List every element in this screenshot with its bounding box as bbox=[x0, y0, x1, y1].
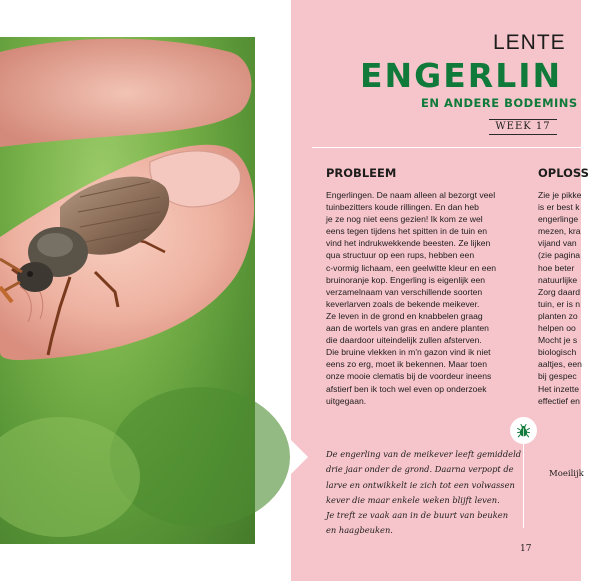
quote-line: De engerling van de meikever leeft gemiddeld bbox=[326, 449, 522, 459]
quote-line: larve en ontwikkelt ie zich tot een volwassen bbox=[326, 479, 515, 490]
page-title: ENGERLIN bbox=[360, 56, 563, 95]
solution-heading: OPLOSS bbox=[538, 166, 589, 180]
beetle-on-finger-illustration bbox=[0, 37, 255, 544]
problem-line: Engerlingen. De naam alleen al bezorgt veel bbox=[326, 190, 496, 200]
solution-line: vijand van bbox=[538, 238, 577, 249]
solution-line: biologisch bbox=[538, 347, 577, 358]
solution-line: tuin, er is n bbox=[538, 298, 581, 309]
solution-line: Zie je pikke bbox=[538, 190, 582, 200]
solution-line: planten zo bbox=[538, 310, 578, 321]
solution-line: aaltjes, een bbox=[538, 359, 582, 370]
season-label: LENTE bbox=[493, 31, 566, 54]
problem-line: keverlarven zoals de bekende meikever. bbox=[326, 298, 480, 309]
beetle-photo bbox=[0, 37, 255, 544]
solution-line: natuurlijke bbox=[538, 274, 578, 285]
fact-quote bbox=[326, 447, 521, 539]
problem-line: bruinoranje kop. Engerling is eigenlijk een bbox=[326, 274, 486, 285]
week-badge: WEEK 17 bbox=[489, 119, 557, 135]
quote-line: kever die maar enkele weken blijft leven. bbox=[326, 494, 500, 505]
solution-line: mezen, kra bbox=[538, 226, 581, 237]
solution-line: effectief en bbox=[538, 395, 580, 406]
quote-line: drie jaar onder de grond. Daarna verpopt de bbox=[326, 464, 514, 475]
page-number: 17 bbox=[520, 544, 532, 554]
problem-line: qua structuur op een rups, hebben een bbox=[326, 250, 475, 261]
problem-line: eens tegen tijdens het spitten in de tuin en bbox=[326, 226, 488, 237]
problem-line: uitgegaan. bbox=[326, 395, 367, 406]
solution-line: Het inzette bbox=[538, 383, 580, 394]
beetle-icon bbox=[515, 422, 532, 439]
problem-line: eens zo erg, moet ik bekennen. Maar toen bbox=[326, 359, 487, 370]
problem-heading: PROBLEEM bbox=[326, 166, 397, 180]
problem-line: Die bruine vlekken in m'n gazon vind ik niet bbox=[326, 347, 491, 358]
problem-line: onze mooie clematis bij de voordeur ineens bbox=[326, 371, 492, 382]
difficulty-label: Moeilijk bbox=[549, 469, 584, 479]
problem-line: afstierf ben ik toch wel even op onderzoek bbox=[326, 383, 487, 394]
solution-text bbox=[538, 189, 582, 407]
left-page bbox=[0, 0, 291, 581]
solution-line: hoe beter bbox=[538, 262, 575, 273]
page-subtitle: EN ANDERE BODEMINS bbox=[421, 96, 578, 110]
quote-line: en haagbeuken. bbox=[326, 525, 393, 536]
solution-line: (zie pagina bbox=[538, 250, 581, 261]
solution-line: is er best k bbox=[538, 202, 580, 213]
solution-line: bij gespec bbox=[538, 371, 577, 382]
solution-column bbox=[538, 0, 589, 581]
quote-line: Je treft ze vaak aan in de buurt van beuken bbox=[326, 510, 509, 521]
problem-line: je ze nog niet eens gezien! Ik kom ze wel bbox=[326, 214, 483, 225]
solution-line: Zorg daard bbox=[538, 286, 581, 297]
quote-divider bbox=[523, 440, 524, 528]
solution-line: Mocht je s bbox=[538, 335, 578, 346]
problem-line: verzamelnaam van verschillende soorten bbox=[326, 286, 483, 297]
problem-line: aan de wortels van gras en andere planten bbox=[326, 323, 489, 334]
bug-badge bbox=[510, 417, 537, 444]
solution-line: engerlinge bbox=[538, 214, 579, 225]
problem-line: tuinbezitters koude rillingen. En dan heb bbox=[326, 202, 479, 213]
page-notch bbox=[291, 440, 308, 474]
problem-line: vind het indrukwekkende beesten. Ze lijken bbox=[326, 238, 491, 249]
problem-text bbox=[326, 189, 496, 407]
solution-line: helpen oo bbox=[538, 323, 576, 334]
problem-line: Ze leven in de grond en knabbelen graag bbox=[326, 310, 483, 321]
problem-line: c-vormig lichaam, een geelwitte kleur en een bbox=[326, 262, 497, 273]
problem-line: die daardoor uiteindelijk zullen afsterven. bbox=[326, 335, 482, 346]
